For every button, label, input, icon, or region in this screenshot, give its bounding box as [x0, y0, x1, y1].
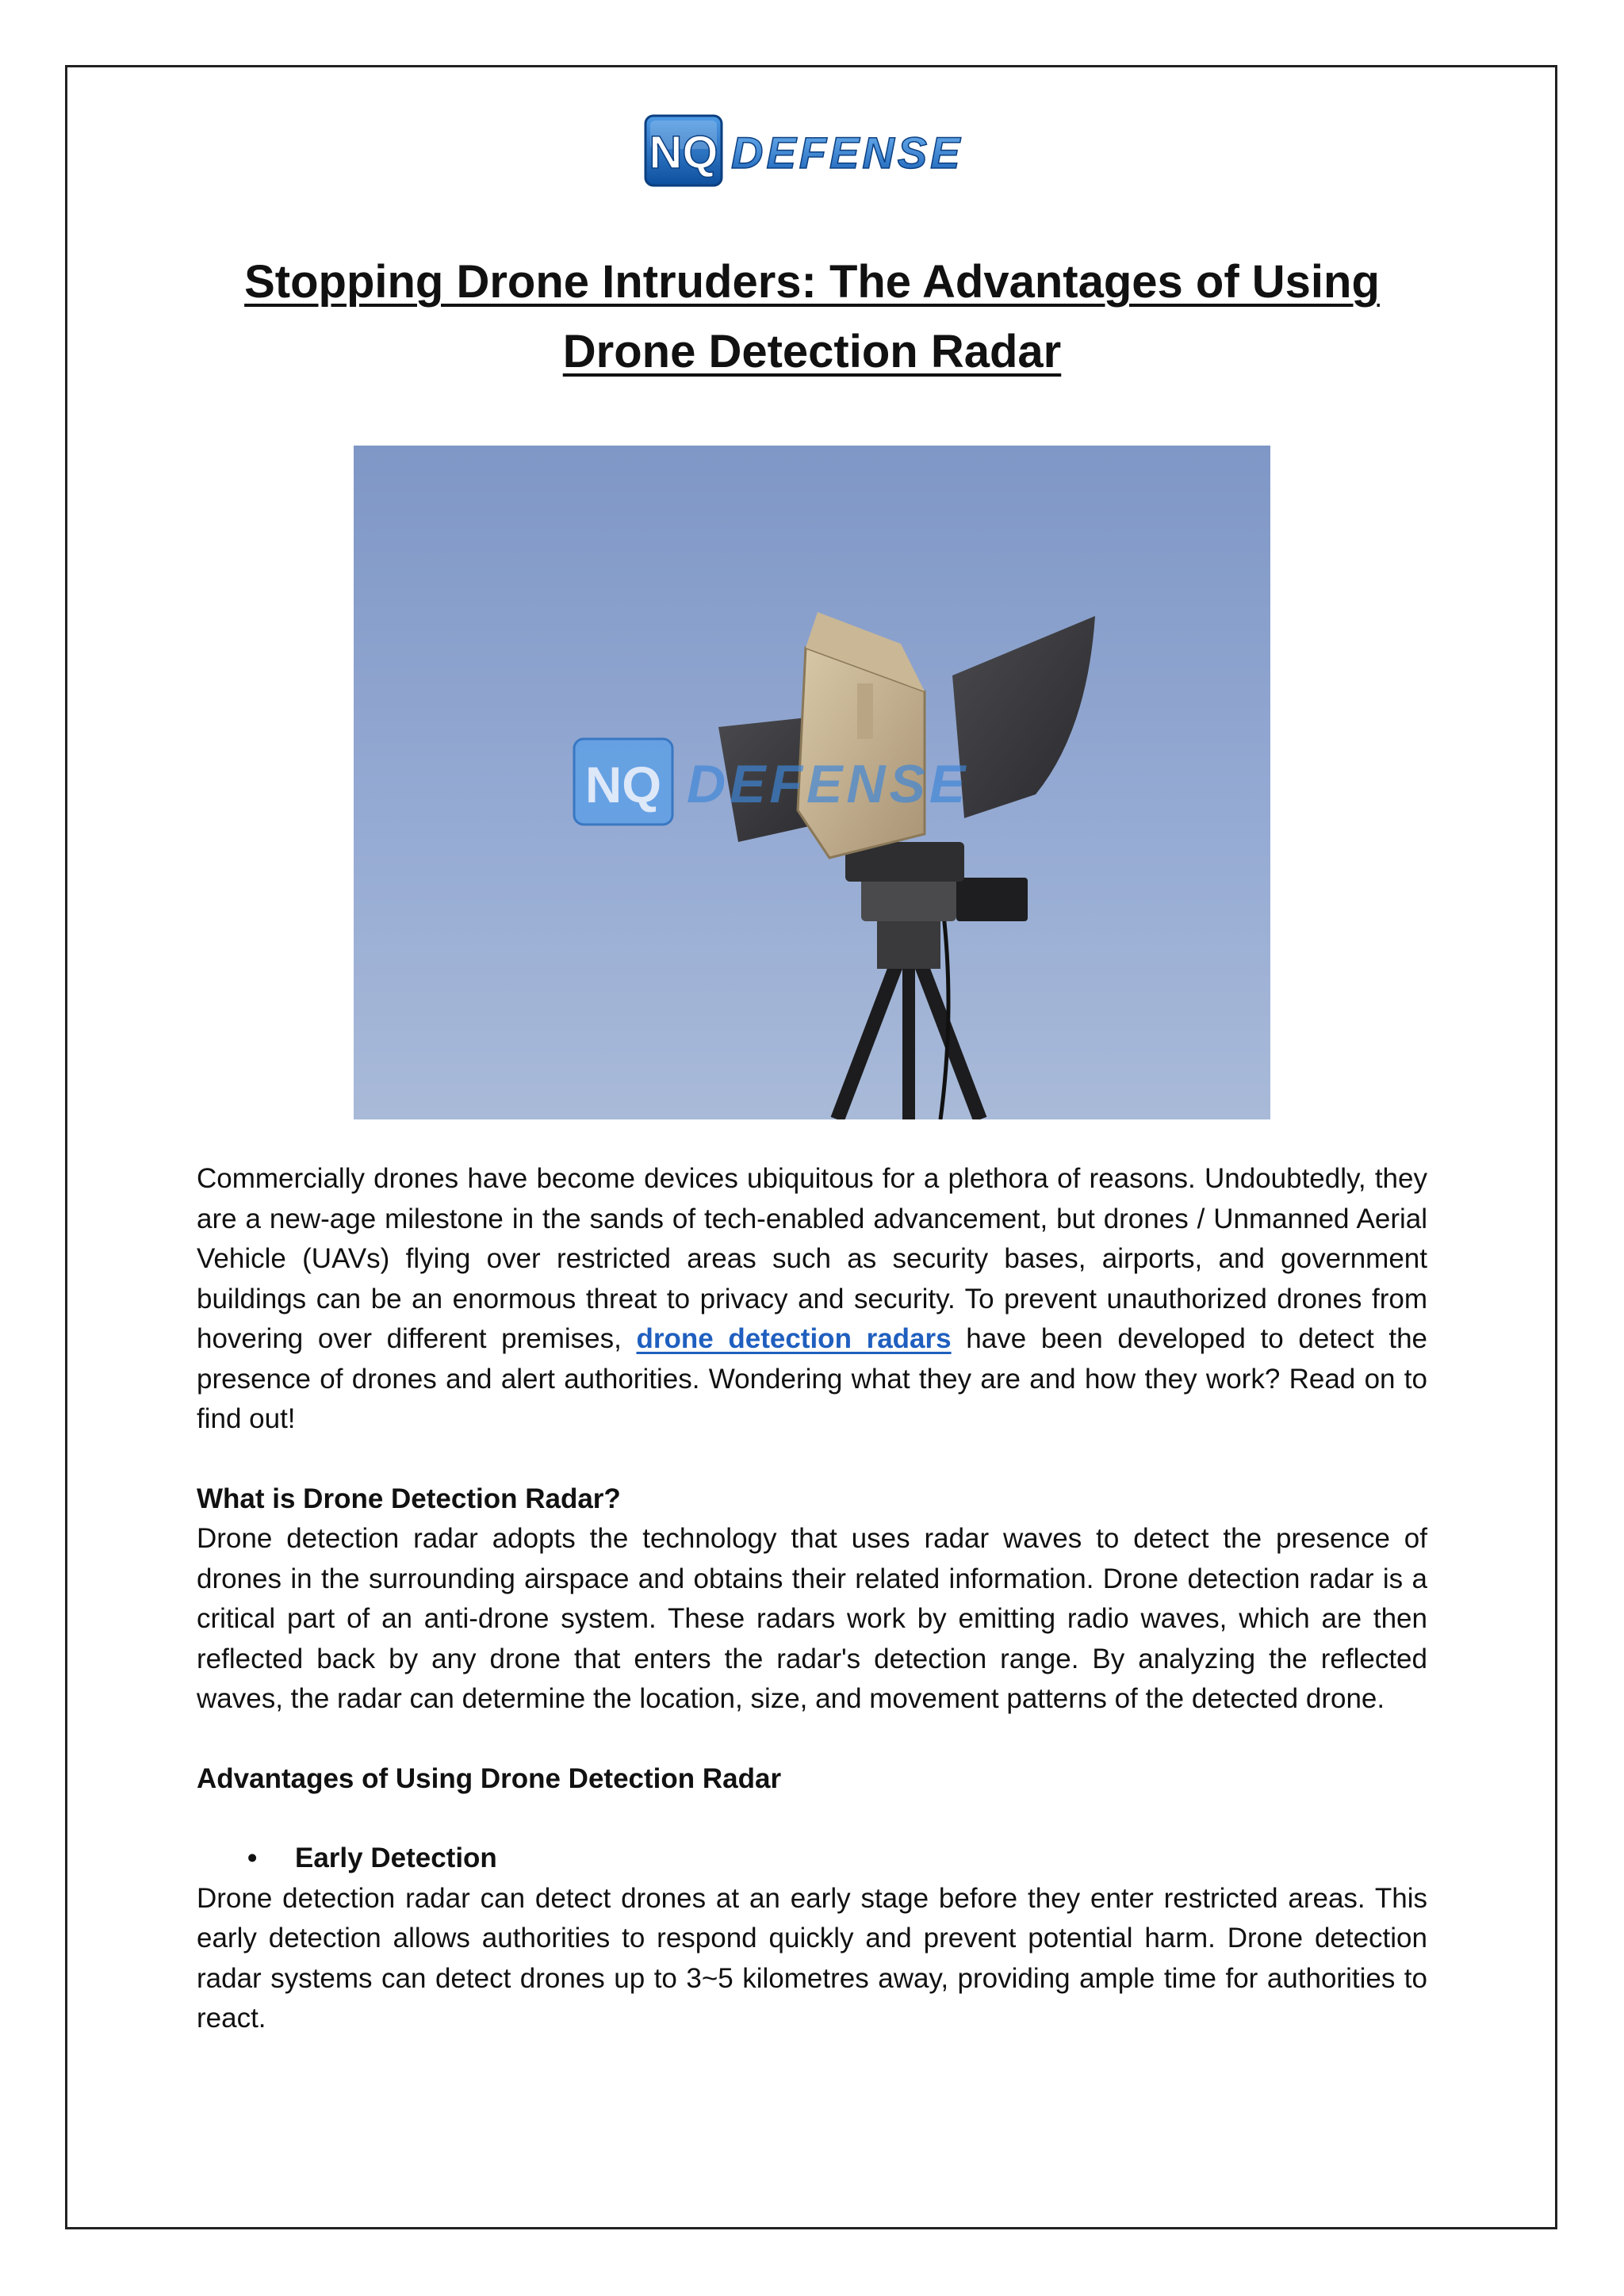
intro-text-2: have been developed to detect the presence of drones and alert authorities. Wondering what they are and how they work? Read on to find out!: [197, 1323, 1428, 1434]
intro-text-1: Commercially drones have become devices ubiquitous for a plethora of reasons. Undoubtedly, they are a new-age milestone in the sands of tech-enabled advancement, but drones / Unmanned Aerial Vehicle (UAVs) flying over restricted areas such as security bases, airports, and government buildings can be an enormous threat to privacy and security. To prevent unauthorized drones from hovering over different premises,: [197, 1163, 1427, 1354]
radar-photo: [354, 446, 1270, 1119]
section-heading-advantages: Advantages of Using Drone Detection Radar: [197, 1762, 782, 1794]
logo-mark: NQ: [649, 127, 718, 178]
bullet-body-early-detection: Drone detection radar can detect drones at an early stage before they enter restricted areas. This early detection allows authorities to respond quickly and prevent potential harm. Drone detection radar systems can detect drones up to 3~5 kilometres away, providing ample time for authorities to react.: [197, 1882, 1427, 2034]
page-title: [159, 247, 1465, 387]
bullet-icon: •: [247, 1843, 258, 1873]
section-body-what-is: Drone detection radar adopts the technology that uses radar waves to detect the presence of drones in the surrounding airspace and obtains their related information. Drone detection radar is a critical part of an anti-drone system. These radars work by emitting radio waves, which are then reflected back by any drone that enters the radar's detection range. By analyzing the reflected waves, the radar can determine the location, size, and movement patterns of the detected drone.: [197, 1523, 1427, 1714]
bullet-item-early-detection: [197, 1839, 1427, 1879]
radar-on-tripod-photo: [354, 446, 1270, 1119]
spacer: [197, 1799, 1427, 1839]
title-line-1: Stopping Drone Intruders: The Advantages of Using: [244, 256, 1380, 308]
title-line-2: Drone Detection Radar: [562, 326, 1062, 377]
section-heading-what-is: What is Drone Detection Radar?: [197, 1483, 621, 1514]
watermark-mark: NQ: [585, 756, 661, 813]
drone-detection-radars-link[interactable]: drone detection radars: [636, 1323, 952, 1354]
bullet-label: Early Detection: [295, 1843, 497, 1873]
article-body: [197, 1159, 1427, 2039]
watermark-word: DEFENSE: [687, 754, 970, 814]
logo-icon: [642, 111, 975, 190]
intro-paragraph: [197, 1159, 1427, 1440]
spacer: [197, 1440, 1427, 1479]
logo-wordmark: DEFENSE: [731, 128, 963, 178]
nq-defense-logo: [642, 111, 975, 190]
spacer: [197, 1720, 1427, 1759]
